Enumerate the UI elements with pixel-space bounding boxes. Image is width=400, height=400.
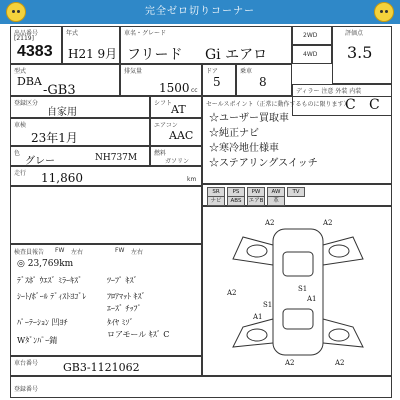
drive-4wd-cell [292, 45, 332, 64]
type-label: 型式 [14, 68, 27, 75]
lot-sub: [2119] [14, 35, 34, 42]
color-value: グレー [25, 156, 55, 167]
reg-value: 自家用 [47, 107, 77, 118]
rear-left-wheel [247, 329, 267, 341]
map-mark: A2 [323, 219, 333, 227]
mascot-icon [6, 2, 26, 22]
grade: Gi エアロ [205, 47, 268, 63]
doors-label: ドア [206, 68, 218, 75]
reg-cell [10, 96, 150, 118]
equip-tag: PW [247, 187, 265, 197]
point-3: ☆寒冷地仕様車 [209, 143, 279, 154]
map-mark: A1 [253, 313, 263, 321]
map-mark: S1 [263, 301, 273, 309]
cc-unit: cc [191, 87, 198, 94]
dealer-label: ディラー 注意 外装 内装 [296, 88, 362, 95]
type-value: -GB3 [43, 83, 76, 98]
cc-cell [120, 64, 202, 96]
ac-cell [150, 118, 202, 146]
front-left-wheel [247, 245, 267, 257]
lot-cell [10, 26, 62, 64]
score-value: 3.5 [347, 43, 373, 62]
drive-2wd-cell [292, 26, 332, 45]
cc-label: 排気量 [124, 68, 143, 75]
drive-4wd: 4WD [303, 51, 318, 58]
shift-label: シフト [154, 100, 173, 107]
shift-cell [150, 96, 202, 118]
drive-2wd: 2WD [303, 32, 318, 39]
rear-window-outline [283, 309, 313, 329]
mileage-label: 走行 [14, 170, 27, 177]
ac-label: エアコン [154, 122, 178, 129]
model-cell [120, 26, 292, 64]
color-label: 色 [14, 150, 21, 157]
points-label: セールスポイント（正常に動作するものに限ります） [206, 101, 350, 108]
inspect-value: 23年1月 [31, 131, 78, 145]
note-right: ﾀｲﾔ ﾐｿﾞ [107, 318, 134, 327]
frame-value: GB3-1121062 [63, 361, 140, 374]
windshield-outline [283, 252, 313, 276]
equip-tag: AW [267, 187, 285, 197]
int-grade: C [369, 97, 380, 113]
note-line: ｼｰﾄ/ﾎﾞｰﾙ ﾃﾞｨｽﾄﾖｺﾞﾚ [17, 292, 87, 301]
damage-map-cell [202, 206, 392, 376]
ext-grade: C [345, 97, 356, 113]
equip-tag: 革 [267, 196, 285, 206]
year-label: 年式 [66, 30, 79, 37]
car-diagram [203, 207, 393, 377]
year-value: H21 9月 [68, 47, 118, 61]
mileage-cell [10, 166, 202, 186]
mileage-value: 11,860 [41, 171, 83, 185]
note-line: Wﾀﾞﾝﾊﾟｰ錆 [17, 336, 58, 345]
score-cell [332, 26, 392, 84]
frame-cell [10, 356, 202, 376]
inspector-row: FW [115, 247, 125, 254]
rear-right-wheel [329, 329, 349, 341]
inspector-row: 左右 [71, 249, 84, 256]
seats-value: 8 [259, 75, 267, 89]
doors-cell [202, 64, 236, 96]
reg-label: 登録区分 [14, 100, 39, 107]
note-line: ﾃﾞｽﾎﾟ ｳｴｽﾞ ﾐﾗｰｷｽﾞ [17, 276, 83, 285]
map-mark: A1 [307, 295, 317, 303]
blank-area [10, 186, 202, 244]
type-cell [10, 64, 120, 96]
year-cell [62, 26, 120, 64]
note-right: ロアモール ｷｽﾞ C [107, 330, 170, 339]
map-mark: A2 [285, 359, 295, 367]
inspector-cell [10, 244, 202, 356]
inspect-label: 車検 [14, 122, 27, 129]
point-1: ☆ユーザー買取車 [209, 113, 289, 124]
cc-value: 1500 [159, 81, 190, 95]
map-mark: A2 [227, 289, 237, 297]
note-line: ﾊﾟｰﾃｰｼｮﾝ 凹ﾖﾁ [17, 318, 68, 327]
seats-cell [236, 64, 292, 96]
equip-tag: エアB [248, 198, 264, 204]
equip-tag: ナビ [207, 196, 225, 206]
inspector-row: 左右 [131, 249, 144, 256]
fuel-cell [150, 146, 202, 166]
auction-sheet [0, 24, 400, 400]
note-right: ﾌﾛｱﾏｯﾄ ｷｽﾞ [107, 292, 146, 301]
mileage-unit: km [187, 176, 197, 183]
footer-label: 登録番号 [14, 386, 39, 393]
map-mark: S1 [298, 285, 308, 293]
doors-value: 5 [213, 75, 221, 89]
type-prefix: DBA [17, 75, 42, 88]
note-line: ◎ 23,769km [17, 259, 74, 269]
sales-points-cell [202, 96, 392, 184]
lot-number: 4383 [17, 43, 53, 60]
mascot-icon [374, 2, 394, 22]
color-cell [10, 146, 150, 166]
equip-tag: ABS [227, 196, 245, 206]
ac-value: AAC [169, 129, 194, 142]
equip-tag: TV [287, 187, 305, 197]
inspector-row: FW [55, 247, 65, 254]
footer-cell [10, 376, 392, 398]
equip-grid [202, 184, 392, 206]
inspector-label: 検査員報告 [14, 249, 45, 256]
note-right: ｴｰｽﾞ ﾁｯﾌﾟ [107, 304, 142, 313]
fuel-label: 燃料 [154, 150, 167, 157]
top-banner [0, 0, 400, 24]
map-mark: A2 [335, 359, 345, 367]
frame-label: 車台番号 [14, 360, 39, 367]
front-right-wheel [329, 245, 349, 257]
equip-tag: PS [227, 187, 245, 197]
seats-label: 乗車 [240, 68, 253, 75]
equip-tag: SR [207, 187, 225, 197]
score-label: 評価点 [345, 30, 364, 37]
map-mark: A2 [265, 219, 275, 227]
color-code: NH737M [95, 153, 138, 163]
fuel-value: ガソリン [165, 158, 190, 165]
model-label: 車名・グレード [124, 30, 167, 37]
shift-value: AT [171, 103, 186, 116]
car-name: フリード [127, 47, 183, 63]
point-4: ☆ステアリングスイッチ [209, 158, 318, 169]
inspect-cell [10, 118, 150, 146]
banner-title: 完全ゼロ切りコーナー [145, 6, 255, 17]
lot-label: 出品番号 [14, 30, 39, 37]
note-right: ﾂｰﾌﾟ ｷｽﾞ [107, 276, 138, 285]
point-2: ☆純正ナビ [209, 128, 259, 139]
